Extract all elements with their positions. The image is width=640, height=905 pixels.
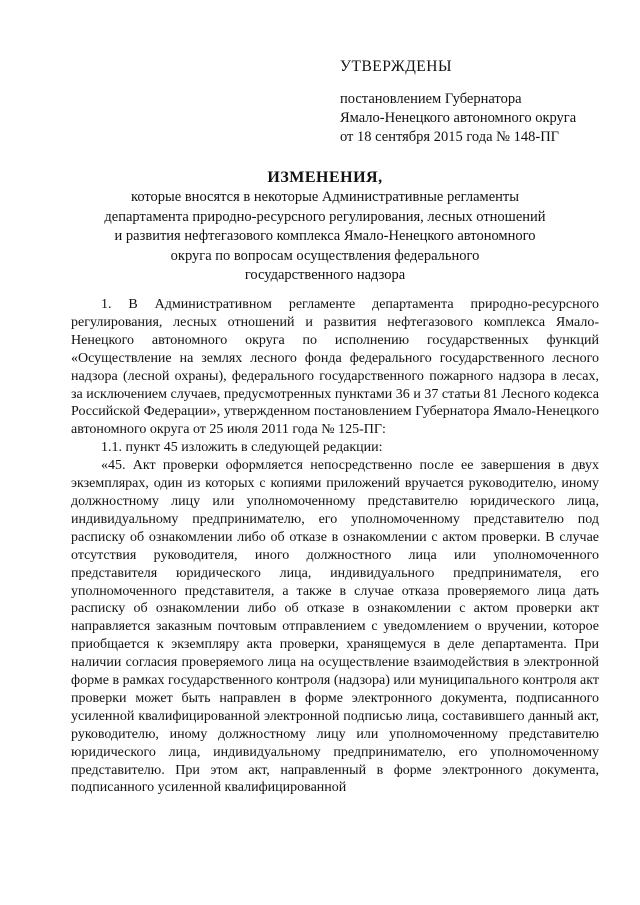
approval-line: постановлением Губернатора <box>340 91 522 107</box>
approval-title: УТВЕРЖДЕНЫ <box>340 58 452 75</box>
document-subtitle-line: государственного надзора <box>244 267 406 283</box>
body-paragraph: 1. В Административном регламенте департамента природно-ресурсного регулирования, лесных отношений и развития нефтегазового комплекса Ямало-Ненецкого автономного округа по исполнению государственных функций «Осуществление на землях лесного фонда федерального государственного лесного надзора (лесной охраны), федерального государственного пожарного надзора в лесах, за исключением случаев, предусмотренных пунктами 36 и 37 статьи 81 Лесного кодекса Российской Федерации», утвержденном постановлением Губернатора Ямало-Ненецкого автономного округа от 25 июля 2011 года № 125-ПГ: <box>71 297 599 438</box>
document-subtitle-line: и развития нефтегазового комплекса Ямало-Ненецкого автономного <box>114 228 536 244</box>
approval-block <box>340 58 630 147</box>
document-body <box>71 296 599 797</box>
body-paragraph: 1.1. пункт 45 изложить в следующей редакции: <box>101 440 383 456</box>
document-subtitle-line: департамента природно-ресурсного регулирования, лесных отношений <box>104 208 546 225</box>
body-paragraph: «45. Акт проверки оформляется непосредственно после ее завершения в двух экземплярах, один из которых с копиями приложений вручается руководителю, иному должностному лицу или уполномоченному представителю юридического лица, индивидуальному предпринимателю, его уполномоченному представителю под расписку об ознакомлении либо об отказе в ознакомлении с актом проверки. В случае отсутствия руководителя, иного должностного лица или уполномоченного представителя юридического лица, индивидуального предпринимателя, его уполномоченного представителя, а также в случае отказа проверяемого лица дать расписку об ознакомлении либо об отказе в ознакомлении с актом проверки акт направляется заказным почтовым отправлением с уведомлением о вручении, которое приобщается к экземпляру акта проверки, хранящемуся в деле департамента. При наличии согласия проверяемого лица на осуществление взаимодействия в электронной форме в рамках государственного контроля (надзора) или муниципального контроля акт проверки может быть направлен в форме электронного документа, подписанного усиленной квалифицированной электронной подписью лица, составившего данный акт, руководителю, иному должностному лицу или уполномоченному представителю юридического лица, индивидуальному предпринимателю, его уполномоченному представителю. При этом акт, направленный в форме электронного документа, подписанного усиленной квалифицированной <box>71 458 599 796</box>
document-heading <box>40 168 610 286</box>
approval-line: от 18 сентября 2015 года № 148-ПГ <box>340 129 560 145</box>
document-subtitle-line: округа по вопросам осуществления федерального <box>170 247 480 264</box>
document-subtitle-line: которые вносятся в некоторые Административные регламенты <box>131 189 519 205</box>
approval-line: Ямало-Ненецкого автономного округа <box>340 110 577 126</box>
document-title: ИЗМЕНЕНИЯ, <box>267 169 383 186</box>
